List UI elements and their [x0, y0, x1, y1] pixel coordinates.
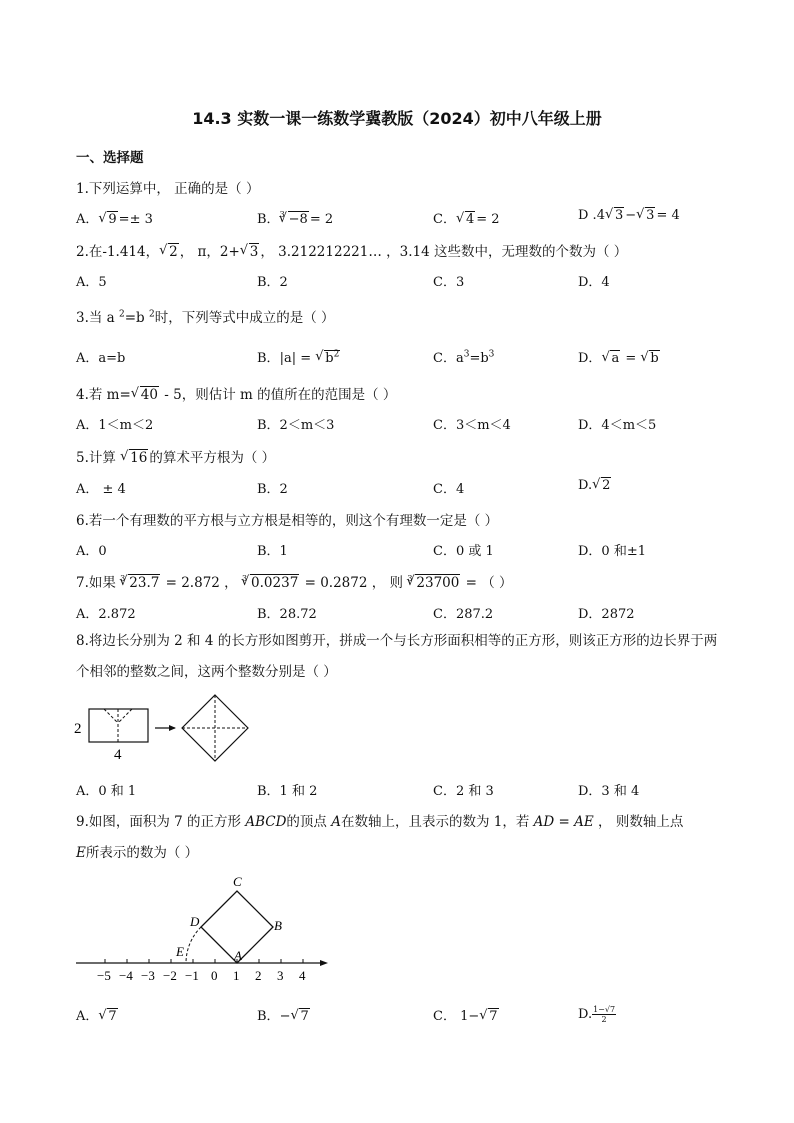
option-d: D. $\frac{1-√7}{2}$: [578, 1005, 616, 1024]
option-d: D．√ a = √ b: [578, 347, 661, 366]
option-c: C．$a^3=b^3$: [433, 349, 495, 366]
question-3-options: [76, 347, 736, 367]
option-d: D．0 和±1: [578, 544, 646, 559]
option-c: C．4: [433, 482, 465, 497]
question-8-figure: [70, 690, 280, 770]
question-5-options: [76, 478, 736, 498]
option-c: C．3＜m＜4: [433, 418, 511, 433]
question-9-figure: [70, 868, 340, 988]
axis-tick-label: −4: [119, 968, 133, 983]
option-b: B．2＜m＜3: [257, 418, 335, 433]
option-a: A．a=b: [76, 351, 126, 366]
axis-tick-label: 2: [255, 968, 262, 983]
point-d-label: D: [190, 914, 200, 929]
point-b-label: B: [274, 918, 282, 933]
question-7-options: [76, 603, 736, 623]
arc-de: [186, 927, 201, 963]
option-c: C．0 或 1: [433, 544, 494, 559]
option-b: B．−√ 7: [257, 1005, 311, 1024]
axis-arrow: [320, 960, 328, 966]
option-c: C．2 和 3: [433, 784, 494, 799]
option-b: B．2: [257, 482, 288, 497]
option-a: A． ± 4: [76, 482, 126, 497]
option-d: D．3 和 4: [578, 784, 640, 799]
question-1-stem: 1.下列运算中， 正确的是（ ）: [76, 181, 260, 197]
cut-line-3: [118, 709, 132, 723]
label-length-4: 4: [114, 747, 122, 763]
option-b: B．|a| = √ $b^2$: [257, 347, 341, 366]
arrow-head: [169, 725, 176, 731]
question-9-stem-line1: 9.如图，面积为 7 的正方形 ABCD的顶点 A在数轴上，且表示的数为 1，若 AD = AE ， 则数轴上点: [76, 814, 684, 830]
option-a: A．0 和 1: [76, 784, 137, 799]
question-8-stem: 8.将边长分别为 2 和 4 的长方形如图剪开，拼成一个与长方形面积相等的正方形，则该正方形的边长界于两个相邻的整数之间，这两个整数分别是（ ）: [76, 633, 718, 680]
option-b: B．28.72: [257, 607, 317, 622]
option-c: C． 1−√ 7: [433, 1005, 500, 1024]
question-4-options: [76, 414, 736, 434]
option-a: A．1＜m＜2: [76, 418, 154, 433]
option-d: D．2872: [578, 607, 635, 622]
question-2-options: [76, 271, 736, 291]
axis-tick-label: 1: [233, 968, 240, 983]
question-9-stem-line2: E所表示的数为（ ）: [76, 845, 199, 861]
axis-tick-label: −5: [97, 968, 111, 983]
axis-tick-label: −1: [185, 968, 199, 983]
label-width-2: 2: [74, 721, 82, 737]
question-9-options: [76, 1005, 736, 1025]
question-2-stem: 2.在-1.414，√ 2 ， π，2+√ 3 ， 3.212212221… ，3.14 这些数中，无理数的个数为（ ）: [76, 240, 627, 260]
option-a: A．√ 9 =± 3: [76, 208, 153, 227]
page-title: 14.3 实数一课一练数学冀教版（2024）初中八年级上册: [192, 109, 602, 128]
axis-tick-label: 0: [211, 968, 218, 983]
cut-line-2: [104, 709, 118, 723]
option-c: C．√ 4 = 2: [433, 208, 500, 227]
option-d: D．4: [578, 275, 610, 290]
option-d: D .4√ 3 −√ 3 = 4: [578, 208, 680, 223]
option-a: A．5: [76, 275, 107, 290]
point-a-label: A: [234, 948, 242, 963]
option-c: C．3: [433, 275, 465, 290]
option-b: B．1 和 2: [257, 784, 318, 799]
axis-tick-label: −2: [163, 968, 177, 983]
question-5-stem: 5.计算 √ 16 的算术平方根为（ ）: [76, 446, 275, 466]
option-d: D.√ 2: [578, 478, 612, 493]
option-a: A．0: [76, 544, 107, 559]
option-a: A．2.872: [76, 607, 136, 622]
option-b: B．1: [257, 544, 288, 559]
question-7-stem: 7.如果 $^3$√ 23.7 = 2.872 ， $^3$√ 0.0237 = 0.2872 ， 则 $^3$√ 23700 = （ ）: [76, 571, 513, 591]
question-8-options: [76, 780, 736, 800]
question-6-options: [76, 540, 736, 560]
question-3-stem: 3.当 a $^2$=b $^2$时，下列等式中成立的是（ ）: [76, 309, 335, 326]
point-e-label: E: [176, 944, 184, 959]
point-c-label: C: [233, 874, 242, 889]
axis-tick-label: −3: [141, 968, 155, 983]
axis-tick-label: 3: [277, 968, 284, 983]
question-6-stem: 6.若一个有理数的平方根与立方根是相等的，则这个有理数一定是（ ）: [76, 513, 499, 529]
axis-tick-label: 4: [299, 968, 306, 983]
question-4-stem: 4.若 m=√ 40 - 5，则估计 m 的值所在的范围是（ ）: [76, 383, 396, 403]
option-d: D．4＜m＜5: [578, 418, 657, 433]
option-b: B．2: [257, 275, 288, 290]
option-b: B．$^3$√ −8 = 2: [257, 208, 333, 227]
section-heading: 一、选择题: [76, 150, 144, 166]
option-c: C．287.2: [433, 607, 494, 622]
question-1-options: [76, 208, 736, 228]
option-a: A．√ 7: [76, 1005, 119, 1024]
